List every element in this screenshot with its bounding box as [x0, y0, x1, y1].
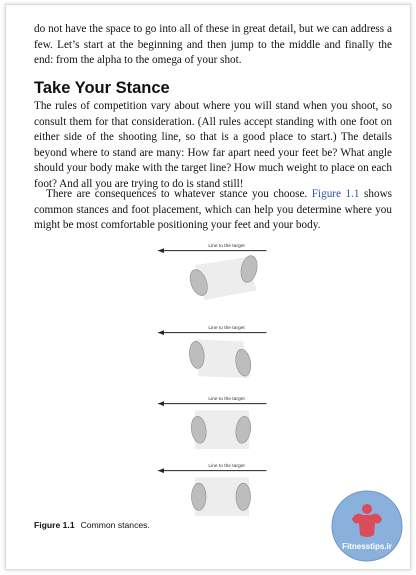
section-heading: Take Your Stance: [34, 79, 170, 97]
stance-square: [146, 460, 296, 520]
right-foot-icon: [236, 483, 251, 510]
logo-text: Fitnesstips.ir: [342, 542, 392, 551]
paragraph-consequences-after: shows common stances and foot placement, which can help you determine where you might be most comfortable positioning your feet and your body.: [34, 188, 393, 231]
paragraph-consequences: [34, 187, 392, 234]
arrowhead: [158, 468, 164, 473]
paragraph-intro: do not have the space to go into all of these in great detail, but we can address a few. Let’s start at the beginning and then jump to the middle and finally the end: from the alpha to the omega of your shot.: [34, 23, 392, 66]
arrowhead: [158, 248, 164, 253]
watermark-logo: [330, 489, 404, 563]
line-label: Line to the target: [208, 325, 245, 331]
book-page: [5, 4, 411, 570]
figure-link[interactable]: Figure 1.1: [311, 188, 360, 200]
stance-square-angled: [146, 393, 296, 453]
stance-slightly-open: [146, 322, 296, 382]
line-label: Line to the target: [208, 396, 245, 402]
line-label: Line to the target: [208, 463, 245, 469]
caption-text: Common stances.: [80, 520, 150, 530]
left-foot-icon: [191, 483, 206, 510]
paragraph-consequences-before: There are consequences to whatever stance you choose.: [46, 188, 312, 200]
arrowhead: [158, 401, 164, 406]
line-label: Line to the target: [208, 243, 245, 249]
stance-open: [146, 240, 296, 300]
arrowhead: [158, 330, 164, 335]
figure-caption: [34, 520, 150, 530]
paragraph-rules: The rules of competition vary about where you will stand when you shoot, so consult them for that consideration. (All rules accept standing with one foot on either side of the shooting line, so that is a good place to start.) The details beyond where to stand are many: How far apart need your feet be? What angle should your body make with the target line? How much weight to place on each foot? And all you are trying to do is stand still!: [34, 100, 392, 190]
caption-label: Figure 1.1: [34, 520, 75, 530]
